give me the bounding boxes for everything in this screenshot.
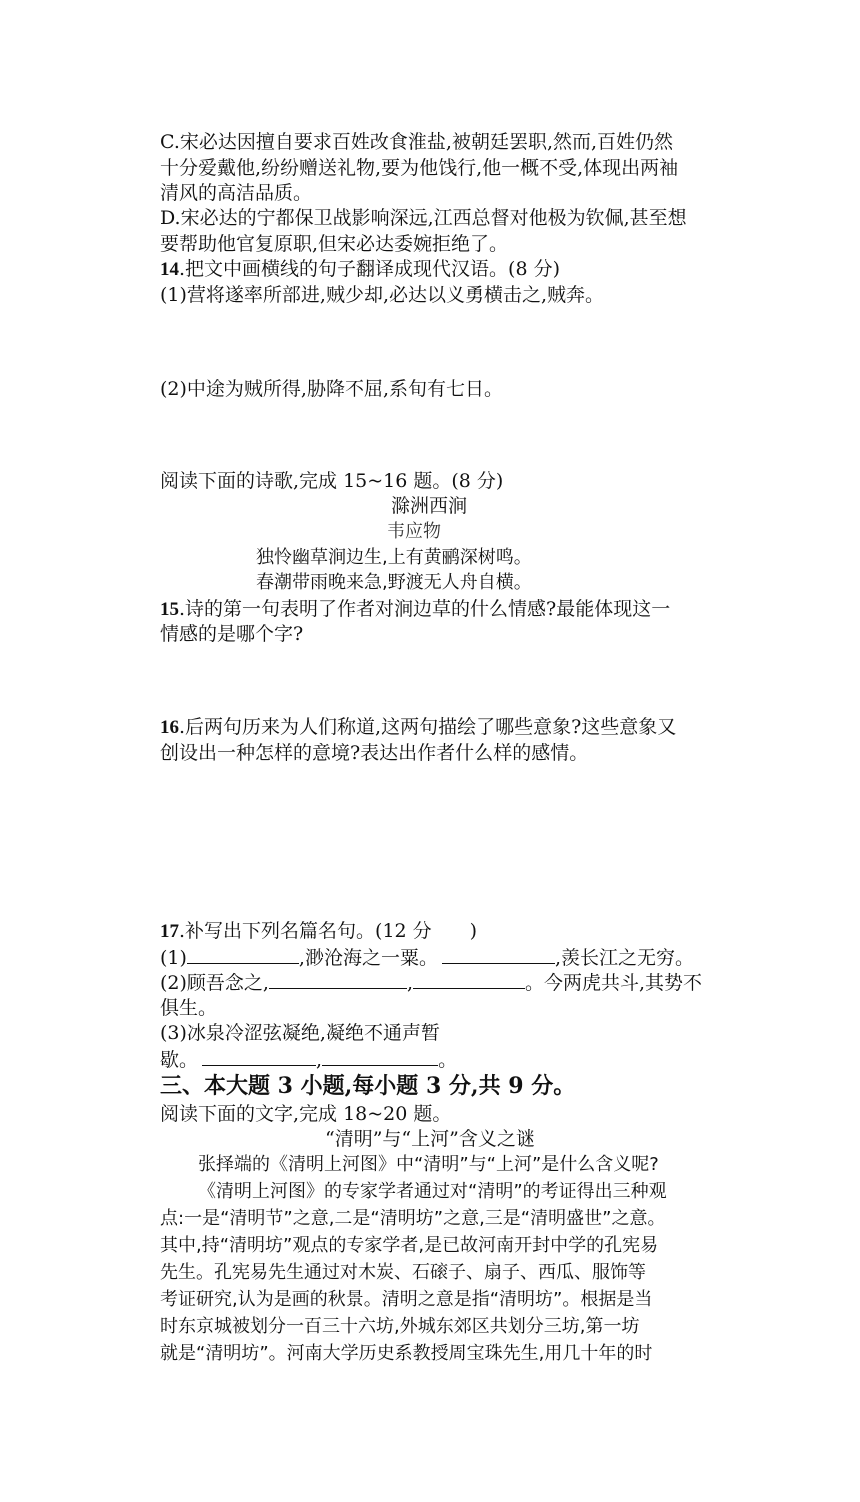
question-14-item-2: (2)中途为贼所得,胁降不屈,系旬有七日。 xyxy=(160,378,503,400)
question-number: 16 xyxy=(160,717,179,738)
article-title: “清明”与“上河”含义之谜 xyxy=(325,1128,535,1150)
item-text: 。 xyxy=(438,1049,458,1071)
article-paragraph-2-line-1: 《清明上河图》的专家学者通过对“清明”的考证得出三种观 xyxy=(198,1181,667,1202)
question-14-item-1: (1)营将遂率所部进,贼少却,必达以义勇横击之,贼奔。 xyxy=(160,284,605,306)
option-d-line-2: 要帮助他官复原职,但宋必达委婉拒绝了。 xyxy=(160,233,509,255)
item-text: , xyxy=(406,972,414,994)
item-label: (1) xyxy=(160,947,187,969)
question-number: 17 xyxy=(160,921,179,942)
answer-blank[interactable] xyxy=(413,970,525,989)
poem-intro: 阅读下面的诗歌,完成 15~16 题。(8 分) xyxy=(160,470,504,492)
poem-line-2: 春潮带雨晚来急,野渡无人舟自横。 xyxy=(256,572,532,593)
answer-blank[interactable] xyxy=(442,945,555,964)
option-d-line-1: D.宋必达的宁都保卫战影响深远,江西总督对他极为钦佩,甚至想 xyxy=(160,207,687,229)
question-17-prompt: .补写出下列名篇名句。(12 分 ) xyxy=(179,920,478,942)
article-paragraph-2-line-7: 就是“清明坊”。河南大学历史系教授周宝珠先生,用几十年的时 xyxy=(160,1343,653,1364)
question-15-text: .诗的第一句表明了作者对涧边草的什么情感?最能体现这一 xyxy=(179,598,671,620)
article-paragraph-1: 张择端的《清明上河图》中“清明”与“上河”是什么含义呢? xyxy=(198,1154,659,1175)
article-paragraph-2-line-2: 点:一是“清明节”之意,二是“清明坊”之意,三是“清明盛世”之意。 xyxy=(160,1208,666,1229)
question-17-item-3-cont xyxy=(160,1047,457,1072)
question-17-item-3: (3)冰泉冷涩弦凝绝,凝绝不通声暂 xyxy=(160,1022,440,1044)
article-paragraph-2-line-5: 考证研究,认为是画的秋景。清明之意是指“清明坊”。根据是当 xyxy=(160,1289,653,1310)
question-17-item-1 xyxy=(160,945,694,970)
question-17-item-2 xyxy=(160,970,702,995)
section-intro: 阅读下面的文字,完成 18~20 题。 xyxy=(160,1103,452,1125)
option-c-line-1: C.宋必达因擅自要求百姓改食淮盐,被朝廷罢职,然而,百姓仍然 xyxy=(160,131,674,153)
article-paragraph-2-line-4: 先生。孔宪易先生通过对木炭、石磙子、扇子、西瓜、服饰等 xyxy=(160,1262,646,1283)
answer-blank[interactable] xyxy=(187,945,299,964)
article-paragraph-2-line-3: 其中,持“清明坊”观点的专家学者,是已故河南开封中学的孔宪易 xyxy=(160,1235,659,1256)
item-text: 歇。 xyxy=(160,1049,199,1071)
section-heading: 三、本大题 3 小题,每小题 3 分,共 9 分。 xyxy=(160,1073,576,1099)
question-17-item-2-cont: 俱生。 xyxy=(160,997,218,1019)
option-c-line-2: 十分爱戴他,纷纷赠送礼物,要为他饯行,他一概不受,体现出两袖 xyxy=(160,157,679,179)
answer-blank[interactable] xyxy=(202,1047,316,1066)
answer-blank[interactable] xyxy=(269,970,407,989)
question-15-line-1 xyxy=(160,597,670,622)
question-14 xyxy=(160,257,560,282)
item-text: (2)顾吾念之, xyxy=(160,972,269,994)
question-15-line-2: 情感的是哪个字? xyxy=(160,623,304,645)
article-paragraph-2-line-6: 时东京城被划分一百三十六坊,外城东郊区共划分三坊,第一坊 xyxy=(160,1316,640,1337)
poem-line-1: 独怜幽草涧边生,上有黄鹂深树鸣。 xyxy=(256,547,532,568)
question-16-line-1 xyxy=(160,715,676,740)
question-17 xyxy=(160,919,477,944)
question-prompt: .把文中画横线的句子翻译成现代汉语。(8 分) xyxy=(179,258,560,280)
poem-author: 韦应物 xyxy=(387,521,441,542)
item-text: ,渺沧海之一粟。 xyxy=(298,947,438,969)
item-text: , xyxy=(316,1049,323,1071)
question-16-line-2: 创设出一种怎样的意境?表达出作者什么样的感情。 xyxy=(160,742,589,764)
answer-blank[interactable] xyxy=(322,1047,438,1066)
poem-title: 滁洲西涧 xyxy=(391,495,468,517)
question-number: 14 xyxy=(160,259,179,280)
option-c-line-3: 清风的高洁品质。 xyxy=(160,182,313,204)
item-text: ,羡长江之无穷。 xyxy=(554,947,695,969)
question-number: 15 xyxy=(160,599,179,620)
question-16-text: .后两句历来为人们称道,这两句描绘了哪些意象?这些意象又 xyxy=(179,716,677,738)
item-text: 。今两虎共斗,其势不 xyxy=(525,972,703,994)
